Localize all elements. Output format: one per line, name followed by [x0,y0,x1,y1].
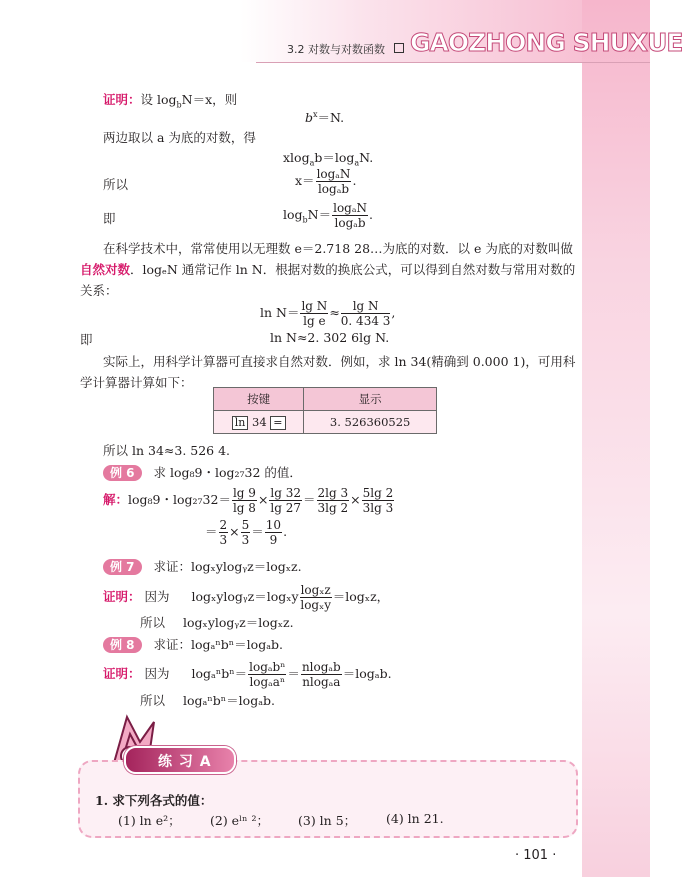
equation-ln-approx: ln N≈2. 302 6lg N. [270,330,390,345]
para-calculator-line-1: 实际上，用科学计算器可直接求自然对数．例如，求 ln 34(精确到 0.000 1)，可用科 [103,354,576,369]
calculator-table [213,387,437,434]
page-number: · 101 · [515,848,557,863]
example-7-proof-line-1: 证明： 因为 logₓylogᵧz＝logₓy $\frac{\text{logₓz}}{\text{logₓy}}$ ＝logₓz， [103,583,390,612]
example-8-badge: 例 8 [103,637,142,653]
example-7-proof-line-2: 所以 logₓylogᵧz＝logₓz. [140,615,294,630]
equals-key: = [270,416,285,430]
section-box-icon [394,43,404,53]
exercise-item-4: (4) ln 21. [386,811,444,826]
para-natural-log-line-1: 在科学技术中，常常使用以无理数 e＝2.718 28…为底的对数．以 e 为底的对数叫做 [103,241,573,256]
example-7-badge: 例 7 [103,559,142,575]
example-7-heading: 例 7 求证：logₓylogᵧz＝logₓz. [103,557,302,575]
para-natural-log-line-2: 自然对数．logₑN 通常记作 ln N．根据对数的换底公式，可以得到自然对数与常用对数的 [80,262,576,277]
para-ji: 即 [80,332,93,347]
exercise-item-1: (1) ln e²； [118,813,181,828]
example-8-heading: 例 8 求证：logₐⁿbⁿ＝logₐb. [103,635,283,653]
proof-1-line-1: 证明：设 $\log_bN=x$，则 [103,92,238,110]
header-rule [256,62,650,63]
table-cell-keys: ln 34 = [214,411,304,434]
exercise-question-1: 1. 求下列各式的值： [95,793,213,808]
table-cell-display: 3. 526360525 [304,411,437,434]
example-6-heading: 例 6 求 log₈9・log₂₇32 的值． [103,463,302,481]
brand-logo-text: GAOZHONG SHUXUE [410,28,682,57]
equation-x-fraction: x＝ $\frac{\text{logₐN}}{\text{logₐb}}$ . [295,167,357,196]
ln-key: ln [232,416,249,430]
exercise-item-3: (3) ln 5； [298,813,357,828]
para-calculator-line-2: 学计算器计算如下： [80,375,193,390]
section-title: 3.2 对数与对数函数 [287,43,385,56]
equation-exponential: $b^x=N$. [305,109,345,125]
equation-take-log: $xlog_ab=\log_aN$. [283,150,374,168]
example-8-proof-line-2: 所以 logₐⁿbⁿ＝logₐb. [140,693,276,708]
result-ln34: 所以 ln 34≈3. 526 4. [103,443,231,458]
equation-ln-lg: ln N＝ $\frac{\text{lg N}}{\text{lg e}}$ ≈ $\frac{\text{lg N}}{0. 434 3}$ , [260,299,396,328]
proof-1-line-2: 两边取以 a 为底的对数，得 [103,130,256,145]
exercise-item-2: (2) eˡⁿ ²； [210,813,270,828]
para-natural-log-line-3: 关系： [80,283,118,298]
proof-1-suoyi: 所以 [103,177,129,192]
table-header-display: 显示 [304,388,437,411]
page-edge-band [582,0,650,877]
proof-1-ji: 即 [103,211,116,226]
example-6-badge: 例 6 [103,465,142,481]
example-8-proof-line-1: 证明： 因为 logₐⁿbⁿ＝ $\frac{\text{logₐbⁿ}}{\text{logₐaⁿ}}$ ＝ $\frac{\text{nlogₐb}}{\text{nlogₐa}}$ ＝logₐb. [103,660,392,689]
equation-change-of-base: $\log_bN=$ $\frac{\text{logₐN}}{\text{logₐb}}$ . [283,201,373,230]
table-header-keys: 按键 [214,388,304,411]
exercise-banner: 练 习 A [124,746,236,774]
example-6-solution-line-2: ＝ $\frac{2}{3}$ × $\frac{5}{3}$ ＝ $\frac{10}{9}$ . [205,518,288,547]
example-6-solution-line-1: 解：log₈9・log₂₇32＝ $\frac{\lg 9}{\lg 8}$ × $\frac{\lg 32}{\lg 27}$ ＝ $\frac{2\lg 3}{3\lg 2}$ × $\frac{5\lg 2}{3\lg 3}$ [103,486,394,515]
